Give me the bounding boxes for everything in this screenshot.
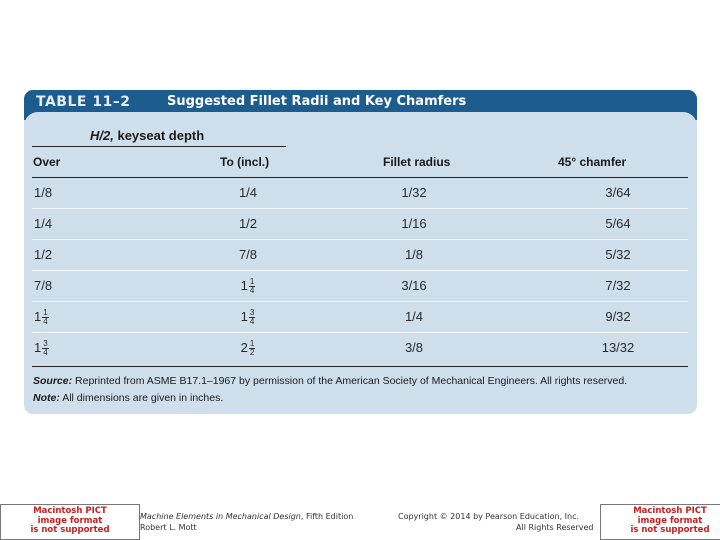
- slide-footer: [0, 504, 720, 540]
- cell-chamfer: 9/32: [605, 309, 631, 324]
- fillet-radii-table: [24, 90, 697, 414]
- table-row: [32, 333, 688, 364]
- cell-fillet-radius: 3/8: [404, 340, 424, 355]
- missing-image-placeholder-left: Macintosh PICT image format is not supported: [0, 504, 140, 540]
- table-row: [32, 209, 688, 240]
- dimensions-note: [33, 392, 223, 404]
- cell-fillet-radius: 1/8: [404, 247, 424, 262]
- cell-chamfer: 7/32: [605, 278, 631, 293]
- cell-fillet-radius: 1/32: [401, 185, 427, 200]
- column-header-fillet: Fillet radius: [383, 155, 451, 169]
- table-row: [32, 271, 688, 302]
- cell-fillet-radius: 3/16: [401, 278, 427, 293]
- source-label: Source:: [33, 375, 73, 387]
- group-header-variable: H/2,: [90, 128, 114, 143]
- note-label: Note:: [33, 392, 60, 404]
- cell-to: 1/4: [238, 185, 258, 200]
- copyright-notice: Copyright © 2014 by Pearson Education, Inc.: [398, 512, 580, 521]
- cell-over: 7/8: [34, 278, 53, 293]
- cell-fillet-radius: 1/4: [404, 309, 424, 324]
- group-header-label: keyseat depth: [117, 128, 205, 143]
- column-header-over: Over: [33, 155, 61, 169]
- cell-over: 1/2: [34, 247, 53, 262]
- column-header-chamfer: 45° chamfer: [558, 155, 627, 169]
- cell-chamfer: 3/64: [605, 185, 631, 200]
- cell-over: 1/8: [34, 185, 53, 200]
- cell-to: 1 $\frac{3}{4}$: [240, 308, 255, 327]
- source-note: [33, 375, 627, 387]
- note-text: All dimensions are given in inches.: [62, 392, 224, 404]
- cell-over: 1 $\frac{3}{4}$: [34, 339, 48, 358]
- group-header: [90, 128, 204, 143]
- cell-chamfer: 13/32: [601, 340, 635, 355]
- cell-over: 1 $\frac{1}{4}$: [34, 308, 48, 327]
- book-author: Robert L. Mott: [140, 523, 197, 532]
- table-row: [32, 302, 688, 333]
- column-header-to: To (incl.): [220, 155, 270, 169]
- rights-notice: All Rights Reserved: [516, 523, 594, 532]
- cell-over: 1/4: [34, 216, 53, 231]
- cell-chamfer: 5/64: [605, 216, 631, 231]
- source-text: Reprinted from ASME B17.1–1967 by permission of the American Society of Mechanical Engineers. All rights reserved.: [75, 375, 628, 387]
- cell-to: 7/8: [238, 247, 258, 262]
- table-row: [32, 178, 688, 209]
- book-title: Machine Elements in Mechanical Design, Fifth Edition: [140, 512, 354, 521]
- table-number: TABLE 11–2: [36, 94, 131, 110]
- cell-fillet-radius: 1/16: [401, 216, 427, 231]
- cell-to: 2 $\frac{1}{2}$: [240, 339, 255, 358]
- table-row: [32, 240, 688, 271]
- cell-chamfer: 5/32: [605, 247, 631, 262]
- cell-to: 1 $\frac{1}{4}$: [240, 277, 255, 296]
- cell-to: 1/2: [238, 216, 258, 231]
- table-title: Suggested Fillet Radii and Key Chamfers: [167, 94, 467, 109]
- missing-image-placeholder-right: Macintosh PICT image format is not supported: [600, 504, 720, 540]
